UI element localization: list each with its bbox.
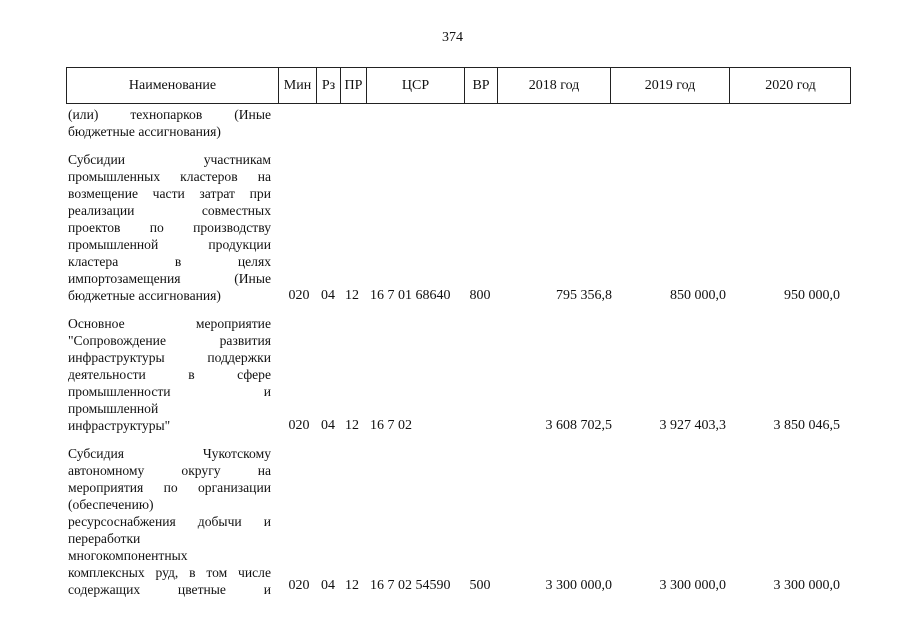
- row-1-2019: 850 000,0: [670, 288, 726, 303]
- header-min: Мин: [278, 68, 316, 103]
- row-2-pr: 12: [345, 418, 359, 433]
- row-3-name-line: (обеспечению): [68, 497, 154, 512]
- row-1-name-line: Субсидии участникам: [68, 152, 271, 167]
- row-3-name: [68, 445, 271, 598]
- row-2-2019: 3 927 403,3: [659, 418, 726, 433]
- header-csr: ЦСР: [366, 68, 464, 103]
- row-3-name-line: мероприятия по организации: [68, 480, 271, 495]
- row-1-name-line: импортозамещения (Иные: [68, 271, 271, 286]
- row-0-name-line: бюджетные ассигнования): [68, 124, 221, 139]
- row-3-name-line: Субсидия Чукотскому: [68, 446, 271, 461]
- row-3-2019: 3 300 000,0: [659, 578, 726, 593]
- row-1-2018: 795 356,8: [556, 288, 612, 303]
- row-3-pr: 12: [345, 578, 359, 593]
- row-2-name-line: промышленной: [68, 401, 159, 416]
- header-2019: 2019 год: [610, 68, 729, 103]
- row-1-name: [68, 151, 271, 304]
- row-3-name-line: ресурсоснабжения добычи и: [68, 514, 271, 529]
- header-vr: ВР: [464, 68, 497, 103]
- row-3-name-line: автономному округу на: [68, 463, 271, 478]
- row-1-name-line: проектов по производству: [68, 220, 271, 235]
- table-header: [66, 67, 851, 104]
- row-1-name-line: возмещение части затрат при: [68, 186, 271, 201]
- row-1-csr: 16 7 01 68640: [370, 288, 451, 303]
- row-3-csr: 16 7 02 54590: [370, 578, 451, 593]
- row-3-name-line: содержащих цветные и: [68, 582, 271, 597]
- row-1-pr: 12: [345, 288, 359, 303]
- row-3-rz: 04: [321, 578, 335, 593]
- row-1-name-line: промышленной продукции: [68, 237, 271, 252]
- row-0-name-line: (или) технопарков (Иные: [68, 107, 271, 122]
- row-3-2020: 3 300 000,0: [773, 578, 840, 593]
- page-number: 374: [442, 30, 463, 45]
- row-2-name-line: инфраструктуры": [68, 418, 171, 433]
- row-2-name-line: Основное мероприятие: [68, 316, 271, 331]
- row-1-min: 020: [288, 288, 310, 303]
- row-1-name-line: бюджетные ассигнования): [68, 288, 221, 303]
- row-3-name-line: комплексных руд, в том числе: [68, 565, 271, 580]
- row-1-vr: 800: [469, 288, 491, 303]
- row-3-name-line: переработки: [68, 531, 141, 546]
- header-pr: ПР: [340, 68, 366, 103]
- row-1-rz: 04: [321, 288, 335, 303]
- row-1-2020: 950 000,0: [784, 288, 840, 303]
- row-1-name-line: кластера в целях: [68, 254, 271, 269]
- row-3-2018: 3 300 000,0: [545, 578, 612, 593]
- row-2-name: [68, 315, 271, 434]
- row-2-name-line: инфраструктуры поддержки: [68, 350, 271, 365]
- row-2-2020: 3 850 046,5: [773, 418, 840, 433]
- row-0-name: [68, 106, 271, 140]
- row-2-name-line: "Сопровождение развития: [68, 333, 271, 348]
- header-2020: 2020 год: [729, 68, 851, 103]
- row-2-2018: 3 608 702,5: [545, 418, 612, 433]
- row-2-min: 020: [288, 418, 310, 433]
- row-3-min: 020: [288, 578, 310, 593]
- row-2-name-line: деятельности в сфере: [68, 367, 271, 382]
- row-2-csr: 16 7 02: [370, 418, 412, 433]
- header-name: Наименование: [128, 78, 217, 93]
- row-1-name-line: промышленных кластеров на: [68, 169, 271, 184]
- row-1-name-line: реализации совместных: [68, 203, 271, 218]
- row-3-name-line: многокомпонентных: [68, 548, 188, 563]
- header-2018: 2018 год: [497, 68, 610, 103]
- row-2-rz: 04: [321, 418, 335, 433]
- row-2-name-line: промышленности и: [68, 384, 271, 399]
- header-rz: Рз: [316, 68, 340, 103]
- row-3-vr: 500: [469, 578, 491, 593]
